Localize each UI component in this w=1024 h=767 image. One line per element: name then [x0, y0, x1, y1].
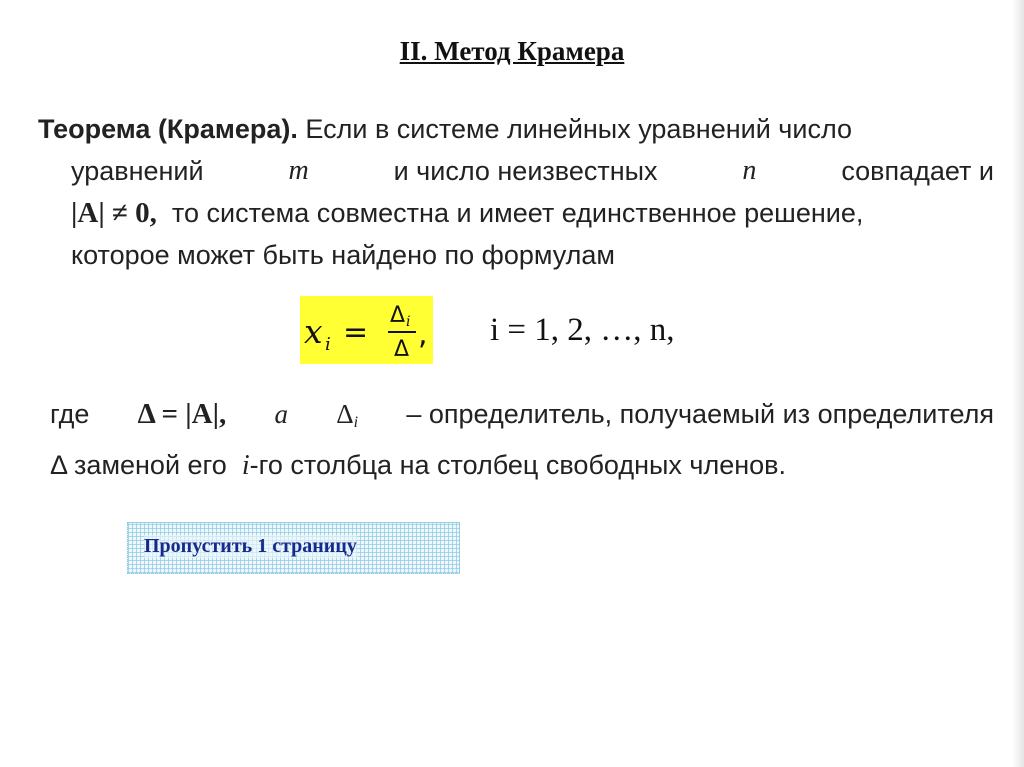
- theorem-line-1: [38, 108, 994, 150]
- formula-equals: =: [343, 315, 369, 350]
- formula-numerator: Δ: [390, 303, 406, 328]
- theorem-line-4: которое может быть найдено по формулам: [71, 240, 615, 270]
- delta-i-sub: i: [353, 414, 359, 431]
- formula-denominator: Δ: [394, 337, 410, 362]
- cramer-formula: [300, 296, 433, 364]
- theorem-line-3: [38, 192, 994, 234]
- where-line-2: [50, 444, 994, 487]
- conj-a: а: [274, 399, 289, 429]
- delta-i-symbol: Δ: [336, 399, 354, 429]
- skip-page-label: Пропустить 1 страницу: [144, 535, 357, 557]
- delta-i: [336, 393, 358, 444]
- theorem-line-2a: уравнений: [71, 156, 204, 186]
- formula-lhs: x: [304, 312, 323, 351]
- slide-title: II. Метод Крамера: [399, 36, 625, 66]
- formula-comma: ,: [418, 317, 428, 352]
- theorem-line-1-rest: Если в системе линейных уравнений число: [297, 114, 853, 144]
- formula-numerator-sub: i: [406, 314, 411, 330]
- slide-edge-shadow: [1012, 0, 1024, 767]
- theorem-line-2b: и число неизвестных: [393, 156, 658, 186]
- where-row2: Δ заменой его: [50, 450, 227, 480]
- theorem-text: [38, 108, 994, 276]
- delta-definition: Δ = |A|,: [137, 398, 227, 430]
- theorem-label: Теорема (Крамера).: [38, 114, 298, 144]
- theorem-line-2c: совпадает и: [841, 156, 994, 186]
- var-i: i: [241, 450, 250, 481]
- where-row2-rest: -го столбца на столбец свободных членов.: [249, 450, 787, 480]
- theorem-line-3-rest: то система совместна и имеет единственное решение,: [171, 198, 864, 228]
- var-m: m: [288, 155, 309, 186]
- where-line-1: [50, 393, 994, 444]
- where-lead: где: [50, 399, 90, 429]
- formula-indices: i = 1, 2, …, n,: [490, 312, 675, 348]
- det-condition: |A| ≠ 0,: [71, 197, 157, 229]
- formula-lhs-sub: i: [325, 334, 331, 355]
- theorem-line-2: [38, 150, 994, 192]
- fraction-bar: [388, 331, 416, 333]
- where-rest-1: – определитель, получаемый из определителя: [406, 399, 994, 429]
- var-n: n: [742, 155, 757, 186]
- where-text: [50, 393, 994, 487]
- skip-page-button[interactable]: [127, 522, 460, 574]
